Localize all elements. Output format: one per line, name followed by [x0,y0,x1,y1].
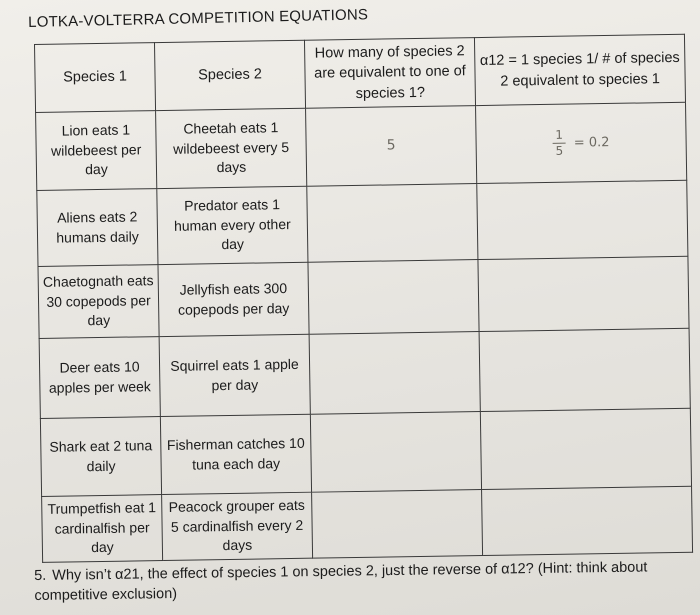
species-1-cell: Trumpetfish eat 1 cardinalfish per day [42,495,163,563]
worksheet-title: LOTKA-VOLTERRA COMPETITION EQUATIONS [28,6,369,31]
alpha-answer[interactable] [476,102,687,183]
table-row [37,180,688,266]
alpha-result: = 0.2 [573,135,610,152]
species-2-cell: Jellyfish eats 300 copepods per day [158,262,309,336]
equivalent-answer[interactable] [307,184,478,263]
table-row [42,486,693,562]
alpha-answer[interactable] [478,256,689,331]
header-alpha: α12 = 1 species 1/ # of species 2 equivalent to species 1 [474,34,685,105]
equivalent-answer[interactable]: 5 [306,106,477,187]
species-1-cell: Shark eat 2 tuna daily [40,417,161,497]
species-2-cell: Peacock grouper eats 5 cardinalfish every 2 days [162,492,313,560]
table-row [40,408,691,496]
header-species-1: Species 1 [35,43,156,113]
alpha-answer[interactable] [477,180,688,259]
competition-table [34,34,693,563]
species-2-cell: Cheetah eats 1 wildebeest every 5 days [156,108,307,188]
equivalent-answer[interactable] [312,490,483,559]
fraction-denominator: 5 [555,143,564,158]
equivalent-answer[interactable] [309,332,480,415]
table-header-row [35,34,686,112]
alpha-fraction [553,129,566,157]
alpha-answer[interactable] [479,328,690,411]
table-row [36,102,687,190]
species-1-cell: Lion eats 1 wildebeest per day [36,111,157,191]
fraction-numerator: 1 [555,128,564,143]
table-row [38,256,689,338]
alpha-answer[interactable] [482,486,693,555]
question-text: Why isn’t α21, the effect of species 1 on species 2, just the reverse of α12? (Hint: think about competitive exclusion) [34,559,648,605]
species-1-cell: Deer eats 10 apples per week [39,337,160,419]
species-1-cell: Aliens eats 2 humans daily [37,189,158,267]
equivalent-answer[interactable] [308,260,479,335]
equivalent-answer[interactable] [310,412,481,493]
header-equivalent: How many of species 2 are equivalent to one of species 1? [304,38,475,109]
species-2-cell: Squirrel eats 1 apple per day [159,334,310,416]
table-row [39,328,690,418]
alpha-answer[interactable] [480,408,691,489]
question-number: 5. [34,567,47,584]
species-1-cell: Chaetognath eats 30 copepods per day [38,265,159,339]
species-2-cell: Fisherman catches 10 tuna each day [160,414,311,494]
header-species-2: Species 2 [154,40,305,110]
species-2-cell: Predator eats 1 human every other day [157,186,308,264]
question-5 [34,557,675,607]
